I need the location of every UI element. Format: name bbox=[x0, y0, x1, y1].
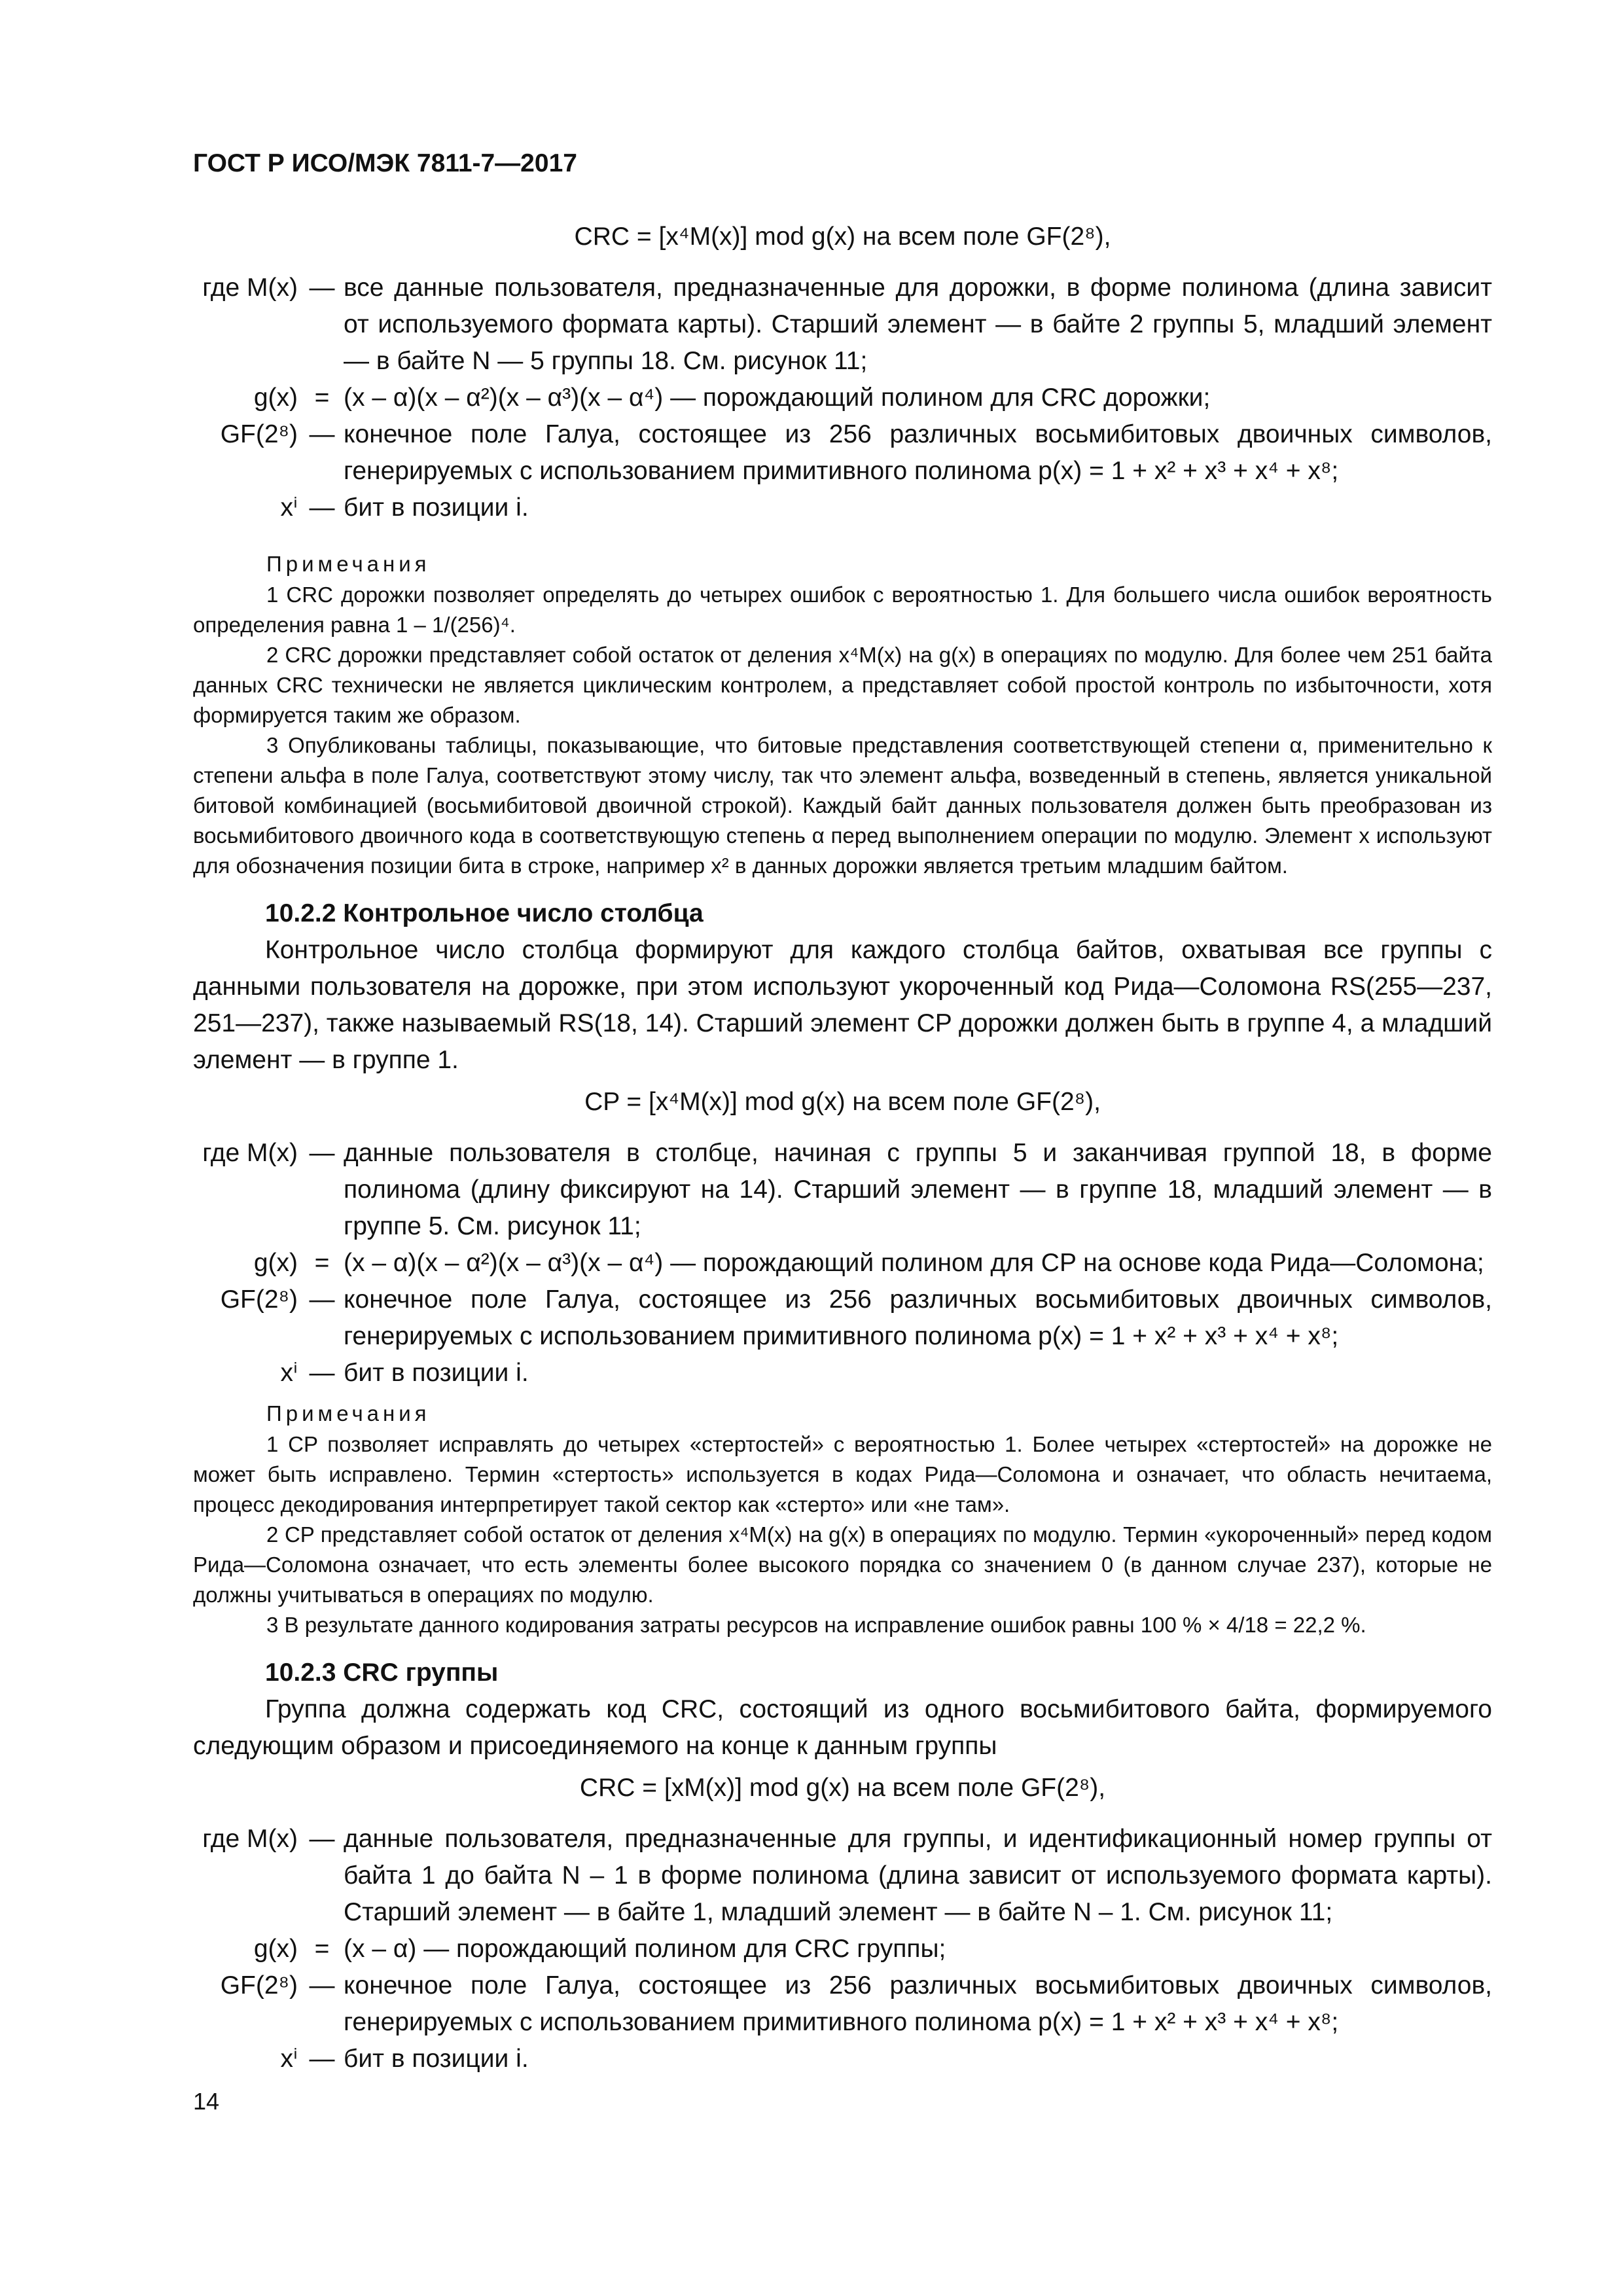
notes-title: Примечания bbox=[266, 1401, 431, 1426]
page-number: 14 bbox=[193, 2088, 220, 2115]
formula-group-crc: CRC = [xM(x)] mod g(x) на всем поле GF(2⁸), bbox=[579, 1774, 1106, 1802]
definition-row: где M(x) — данные пользователя в столбце, начиная с группы 5 и заканчивая группой 18, в форме полинома (длину фиксируют на 14). Старший элемент — в группе 18, младший элемент — в группе 5. См. рисунок 11; bbox=[202, 1139, 1492, 1240]
definition-row: GF(2⁸) — конечное поле Галуа, состоящее из 256 различных восьмибитовых двоичных символов, генерируемых с использованием примитивного полинома p(x) = 1 + x² + x³ + x⁴ + x⁸; bbox=[220, 1971, 1492, 2036]
section-title-10-2-3: 10.2.3 CRC группы bbox=[265, 1659, 499, 1687]
definition-row: где M(x) — все данные пользователя, предназначенные для дорожки, в форме полинома (длина зависит от используемого формата карты). Старший элемент — в байте 2 группы 5, младший элемент — в байте N — 5 группы 18. См. рисунок 11; bbox=[202, 274, 1492, 375]
section-title-10-2-2: 10.2.2 Контрольное число столбца bbox=[265, 899, 704, 927]
definitions-track-crc bbox=[193, 270, 1492, 526]
definition-row: GF(2⁸) — конечное поле Галуа, состоящее из 256 различных восьмибитовых двоичных символов, генерируемых с использованием примитивного полинома p(x) = 1 + x² + x³ + x⁴ + x⁸; bbox=[220, 1285, 1492, 1350]
section-paragraph: Контрольное число столбца формируют для каждого столбца байтов, охватывая все группы с данными пользователя на дорожке, при этом используют укороченный код Рида—Соломона RS(255—237, 251—237), также называемый RS(18, 14). Старший элемент CP дорожки должен быть в группе 4, а младший элемент — в группе 1. bbox=[193, 936, 1492, 1074]
note-paragraph: 1 CRC дорожки позволяет определять до четырех ошибок с вероятностью 1. Для большего числа ошибок вероятность определения равна 1 – 1/(256)⁴. bbox=[193, 583, 1492, 637]
definition-row: GF(2⁸) — конечное поле Галуа, состоящее из 256 различных восьмибитовых двоичных символов, генерируемых с использованием примитивного полинома p(x) = 1 + x² + x³ + x⁴ + x⁸; bbox=[220, 420, 1492, 485]
formula-track-crc: CRC = [x⁴M(x)] mod g(x) на всем поле GF(2⁸), bbox=[574, 223, 1111, 251]
definition-row: g(x) = (x – α)(x – α²)(x – α³)(x – α⁴) — порождающий полином для CRC дорожки; bbox=[253, 384, 1211, 412]
note-paragraph: 1 CP позволяет исправлять до четырех «стертостей» с вероятностью 1. Более четырех «стертостей» на дорожке не может быть исправлено. Термин «стертость» используется в кодах Рида—Соломона и означает, что область нечитаема, процесс декодирования интерпретирует такой сектор как «стерто» или «не там». bbox=[193, 1432, 1492, 1516]
page-header: ГОСТ Р ИСО/МЭК 7811-7—2017 bbox=[193, 149, 577, 177]
definition-row: xⁱ — бит в позиции i. bbox=[280, 1359, 529, 1387]
notes-title: Примечания bbox=[266, 552, 431, 576]
section-paragraph: Группа должна содержать код CRC, состоящий из одного восьмибитового байта, формируемого следующим образом и присоединяемого на конце к данным группы bbox=[193, 1695, 1492, 1760]
definition-row: xⁱ — бит в позиции i. bbox=[280, 2045, 529, 2073]
definition-row: где M(x) — данные пользователя, предназначенные для группы, и идентификационный номер группы от байта 1 до байта N – 1 в форме полинома (длина зависит от используемого формата карты). Старший элемент — в байте 1, младший элемент — в байте N – 1. См. рисунок 11; bbox=[202, 1825, 1492, 1926]
page-content bbox=[193, 216, 1492, 2083]
formula-column-cp: CP = [x⁴M(x)] mod g(x) на всем поле GF(2⁸), bbox=[584, 1088, 1101, 1116]
note-paragraph: 2 CRC дорожки представляет собой остаток от деления x⁴M(x) на g(x) в операциях по модулю. Для более чем 251 байта данных CRC технически не является циклическим контролем, а представляет собой простой контроль по избыточности, хотя формируется таким же образом. bbox=[193, 643, 1492, 727]
definition-row: g(x) = (x – α)(x – α²)(x – α³)(x – α⁴) — порождающий полином для CP на основе кода Рида—Соломона; bbox=[253, 1249, 1484, 1277]
note-paragraph: 2 CP представляет собой остаток от деления x⁴M(x) на g(x) в операциях по модулю. Термин «укороченный» перед кодом Рида—Соломона означает, что есть элементы более высокого порядка со значением 0 (в данном случае 237), которые не должны учитываться в операциях по модулю. bbox=[193, 1522, 1492, 1607]
definition-row: xⁱ — бит в позиции i. bbox=[280, 493, 529, 522]
note-paragraph: 3 В результате данного кодирования затраты ресурсов на исправление ошибок равны 100 % × 4/18 = 22,2 %. bbox=[266, 1613, 1366, 1637]
definitions-group-crc bbox=[193, 1821, 1492, 2077]
definition-row: g(x) = (x – α) — порождающий полином для CRC группы; bbox=[253, 1935, 946, 1963]
note-paragraph: 3 Опубликованы таблицы, показывающие, что битовые представления соответствующей степени α, применительно к степени альфа в поле Галуа, соответствуют этому числу, так что элемент альфа, возведенный в степень, является уникальной битовой комбинацией (восьмибитовой двоичной строкой). Каждый байт данных пользователя должен быть преобразован из восьмибитового двоичного кода в соответствующую степень α перед выполнением операции по модулю. Элемент x используют для обозначения позиции бита в строке, например x² в данных дорожки является третьим младшим байтом. bbox=[193, 733, 1492, 878]
definitions-column-cp bbox=[193, 1135, 1492, 1391]
